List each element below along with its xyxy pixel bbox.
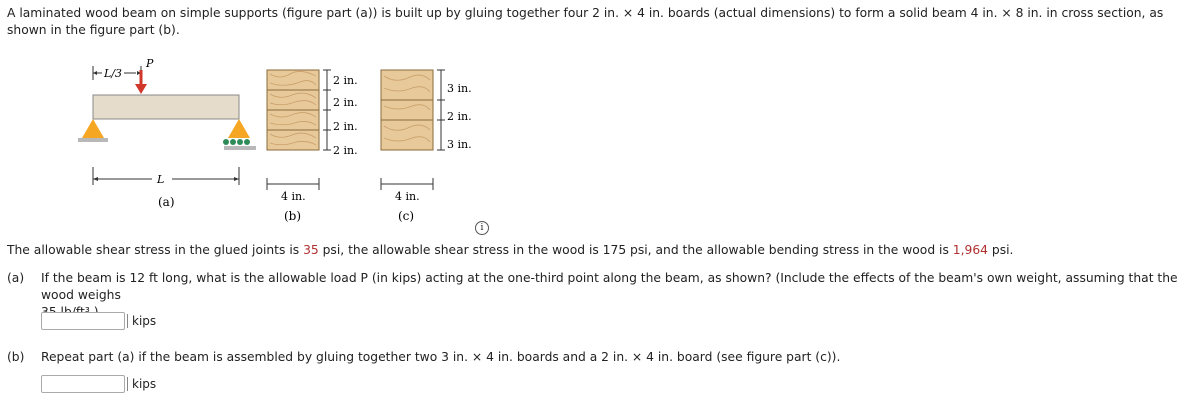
statement-post: psi. bbox=[987, 243, 1014, 257]
caption-c: (c) bbox=[398, 209, 415, 223]
pin-support bbox=[82, 119, 104, 138]
part-a-label: (a) bbox=[7, 271, 25, 285]
dim-l: L bbox=[157, 173, 165, 186]
dim-b-2: 2 in. bbox=[333, 96, 358, 109]
bending-stress-value: 1,964 bbox=[952, 243, 988, 257]
beam-body bbox=[93, 95, 239, 119]
width-b: 4 in. bbox=[281, 190, 306, 203]
dim-b-3: 2 in. bbox=[333, 120, 358, 133]
part-a-answer-input[interactable] bbox=[41, 312, 125, 330]
problem-intro: A laminated wood beam on simple supports (figure part (a)) is built up by gluing together four 2 in. × 4 in. boards (actual dimensions) to form a solid beam 4 in. × 8 in. in cross section, as shown in the figure part (b). bbox=[7, 6, 1164, 37]
dim-b-1: 2 in. bbox=[333, 74, 358, 87]
problem-statement bbox=[7, 242, 1193, 259]
part-a-unit: kips bbox=[127, 314, 156, 328]
info-icon[interactable]: i bbox=[475, 221, 489, 235]
statement-pre: The allowable shear stress in the glued joints is bbox=[7, 243, 304, 257]
roller-support bbox=[228, 119, 250, 138]
cross-section-c bbox=[381, 70, 472, 223]
glue-shear-value: 35 bbox=[303, 243, 319, 257]
load-label: P bbox=[146, 57, 154, 70]
dim-l-third: L/3 bbox=[104, 67, 123, 80]
part-a-text: If the beam is 12 ft long, what is the allowable load P (in kips) acting at the one-third point along the beam, as shown? (Include the effects of the beam's own weight, assuming that the wood weighs bbox=[41, 271, 1178, 302]
caption-b: (b) bbox=[284, 209, 302, 223]
part-b-answer-input[interactable] bbox=[41, 375, 125, 393]
part-b-label: (b) bbox=[7, 350, 25, 364]
simple-beam bbox=[78, 57, 256, 209]
width-c: 4 in. bbox=[395, 190, 420, 203]
dim-c-2: 2 in. bbox=[447, 110, 472, 123]
part-a-question bbox=[41, 270, 1191, 321]
statement-mid: psi, the allowable shear stress in the wood is 175 psi, and the allowable bending stress in the wood is bbox=[318, 243, 953, 257]
dim-b-4: 2 in. bbox=[333, 144, 358, 157]
dim-c-1: 3 in. bbox=[447, 82, 472, 95]
cross-section-b bbox=[267, 70, 358, 223]
part-b-unit: kips bbox=[127, 377, 156, 391]
part-b-question: Repeat part (a) if the beam is assembled by gluing together two 3 in. × 4 in. boards and a 2 in. × 4 in. board (see figure part (c)). bbox=[41, 350, 841, 364]
beam-diagram bbox=[0, 50, 480, 235]
beam-figure bbox=[0, 50, 480, 235]
caption-a: (a) bbox=[158, 195, 175, 209]
dim-c-3: 3 in. bbox=[447, 138, 472, 151]
